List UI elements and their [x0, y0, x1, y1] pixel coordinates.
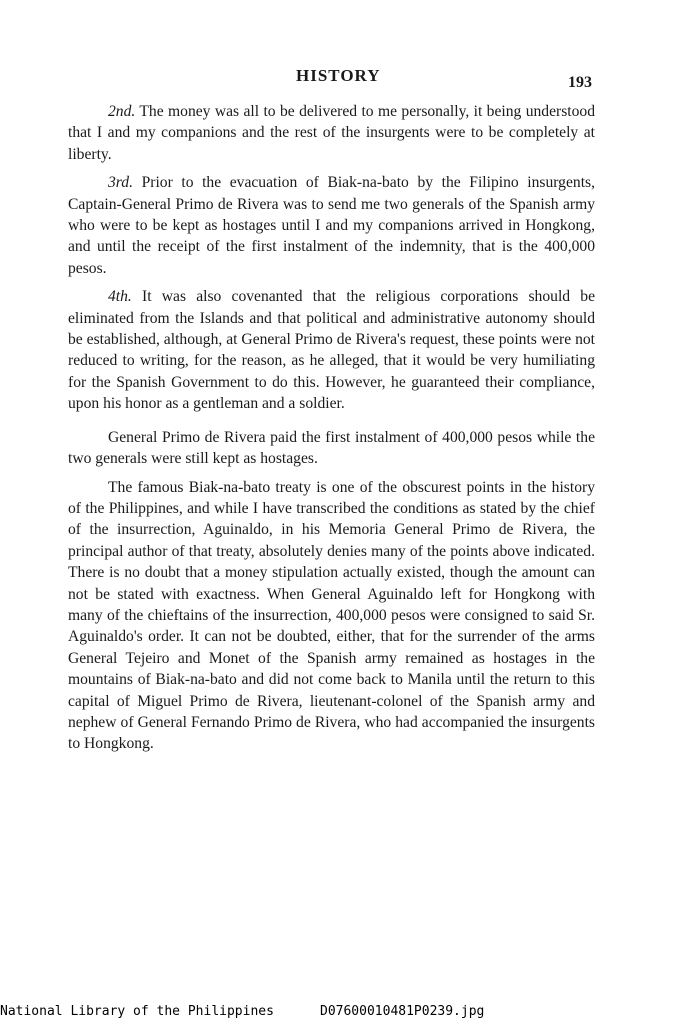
- paragraph-text: The famous Biak-na-bato treaty is one of the obscurest points in the history of the Philippines, and while I have transcribed the conditions as stated by the chief of the insurrection, Aguinaldo, in his Memoria General Primo de Rivera, the principal author of that treaty, absolutely denies many of the points above indicated. There is no doubt that a money stipulation actually existed, though the amount can not be stated with exactness. When General Aguinaldo left for Hongkong with many of the chieftains of the insurrection, 400,000 pesos were consigned to said Sr. Aguinaldo's order. It can not be doubted, either, that for the surrender of the arms General Tejeiro and Monet of the Spanish army remained as hostages in the mountains of Biak-na-bato and did not come back to Manila until the return to this capital of Miguel Primo de Rivera, lieutenant-colonel of the Spanish army and nephew of General Fernando Primo de Rivera, who had accompanied the insurgents to Hongkong.: [68, 478, 595, 753]
- paragraph-treaty: [68, 477, 595, 755]
- footer-library: National Library of the Philippines: [0, 1004, 274, 1019]
- paragraph-ordinal: 3rd.: [108, 174, 133, 192]
- paragraph-ordinal: 2nd.: [108, 103, 136, 120]
- footer-filename: D07600010481P0239.jpg: [320, 1004, 485, 1019]
- paragraph-text: It was also covenanted that the religious corporations should be eliminated from the Islands and that political and administrative autonomy should be established, although, at General Primo de Rivera's request, these points were not reduced to writing, for the reason, as he alleged, that it would be very humiliating for the Spanish Government to do this. However, he guaranteed their compliance, upon his honor as a gentleman and a soldier.: [68, 288, 595, 413]
- paragraph-2nd: [68, 101, 595, 165]
- paragraph-text: Prior to the evacuation of Biak-na-bato by the Filipino insurgents, Captain-General Primo de Rivera was to send me two generals of the Spanish army who were to be kept as hostages until I and my companions arrived in Hongkong, and until the receipt of the first instalment of the indemnity, that is the 400,000 pesos.: [68, 174, 595, 277]
- paragraph-4th: [68, 286, 595, 414]
- paragraph-text: General Primo de Rivera paid the first instalment of 400,000 pesos while the two generals were still kept as hostages.: [68, 428, 595, 468]
- paragraph-text: The money was all to be delivered to me personally, it being understood that I and my companions and the rest of the insurgents were to be completely at liberty.: [68, 103, 595, 163]
- running-head: HISTORY: [296, 66, 381, 85]
- body-text: [68, 101, 595, 755]
- page-number: 193: [568, 74, 592, 91]
- paragraph-ordinal: 4th.: [108, 288, 132, 306]
- paragraph-3rd: [68, 172, 595, 279]
- paragraph-first-instalment: [68, 427, 595, 470]
